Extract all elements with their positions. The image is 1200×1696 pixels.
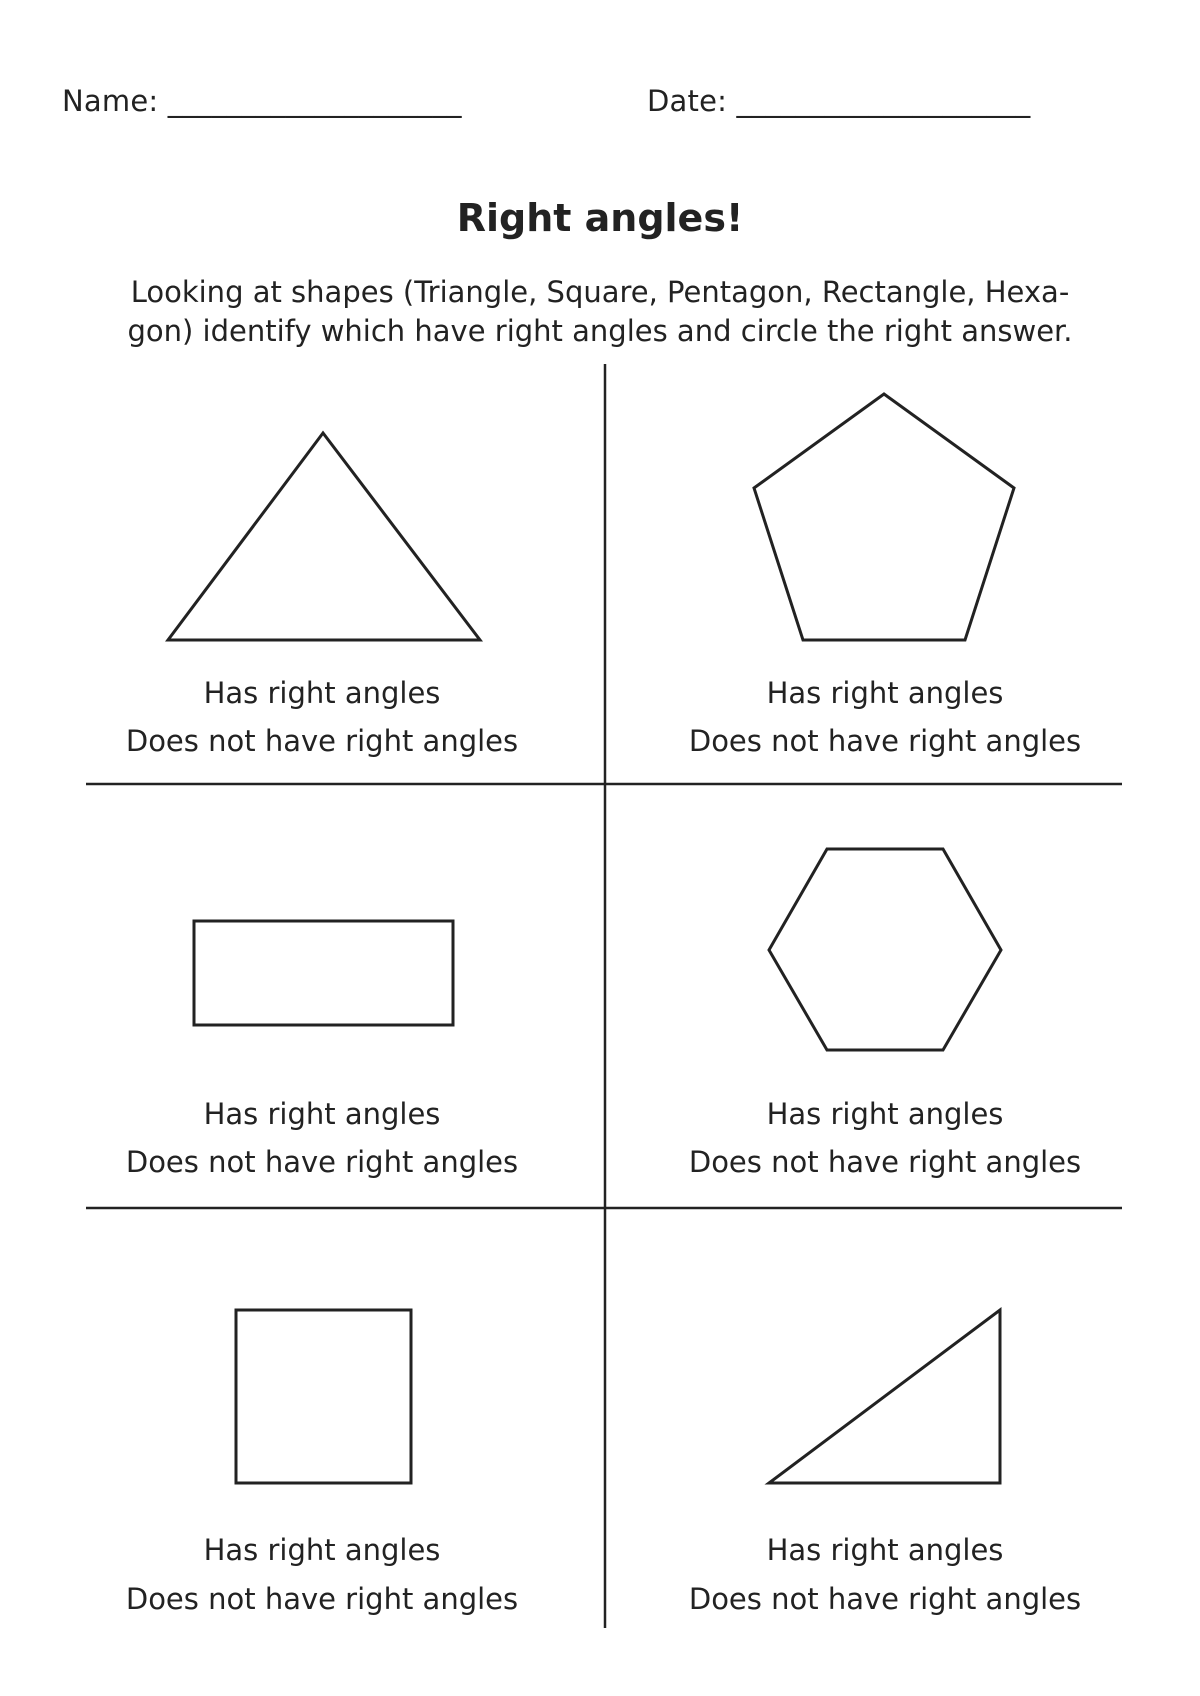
option-has-right-angles[interactable]: Has right angles xyxy=(203,1533,441,1567)
option-has-right-angles[interactable]: Has right angles xyxy=(766,676,1004,710)
option-has-right-angles[interactable]: Has right angles xyxy=(766,1097,1004,1131)
pentagon-icon xyxy=(754,394,1014,640)
option-no-right-angles[interactable]: Does not have right angles xyxy=(125,724,519,758)
option-no-right-angles[interactable]: Does not have right angles xyxy=(125,1582,519,1616)
name-field[interactable]: Name: ____________________ xyxy=(62,84,462,118)
option-has-right-angles[interactable]: Has right angles xyxy=(203,676,441,710)
date-field[interactable]: Date: ____________________ xyxy=(647,84,1031,118)
option-no-right-angles[interactable]: Does not have right angles xyxy=(688,724,1082,758)
option-no-right-angles[interactable]: Does not have right angles xyxy=(688,1582,1082,1616)
triangle-icon xyxy=(168,433,480,640)
option-no-right-angles[interactable]: Does not have right angles xyxy=(688,1145,1082,1179)
square-icon xyxy=(236,1310,411,1483)
option-has-right-angles[interactable]: Has right angles xyxy=(203,1097,441,1131)
worksheet-instructions: Looking at shapes (Triangle, Square, Pentagon, Rectangle, Hexa-gon) identify which have right angles and circle the right answer. xyxy=(127,275,1073,348)
hexagon-icon xyxy=(769,849,1001,1050)
option-has-right-angles[interactable]: Has right angles xyxy=(766,1533,1004,1567)
worksheet-title: Right angles! xyxy=(456,196,744,240)
rectangle-icon xyxy=(194,921,453,1025)
right-triangle-icon xyxy=(769,1310,1000,1483)
option-no-right-angles[interactable]: Does not have right angles xyxy=(125,1145,519,1179)
